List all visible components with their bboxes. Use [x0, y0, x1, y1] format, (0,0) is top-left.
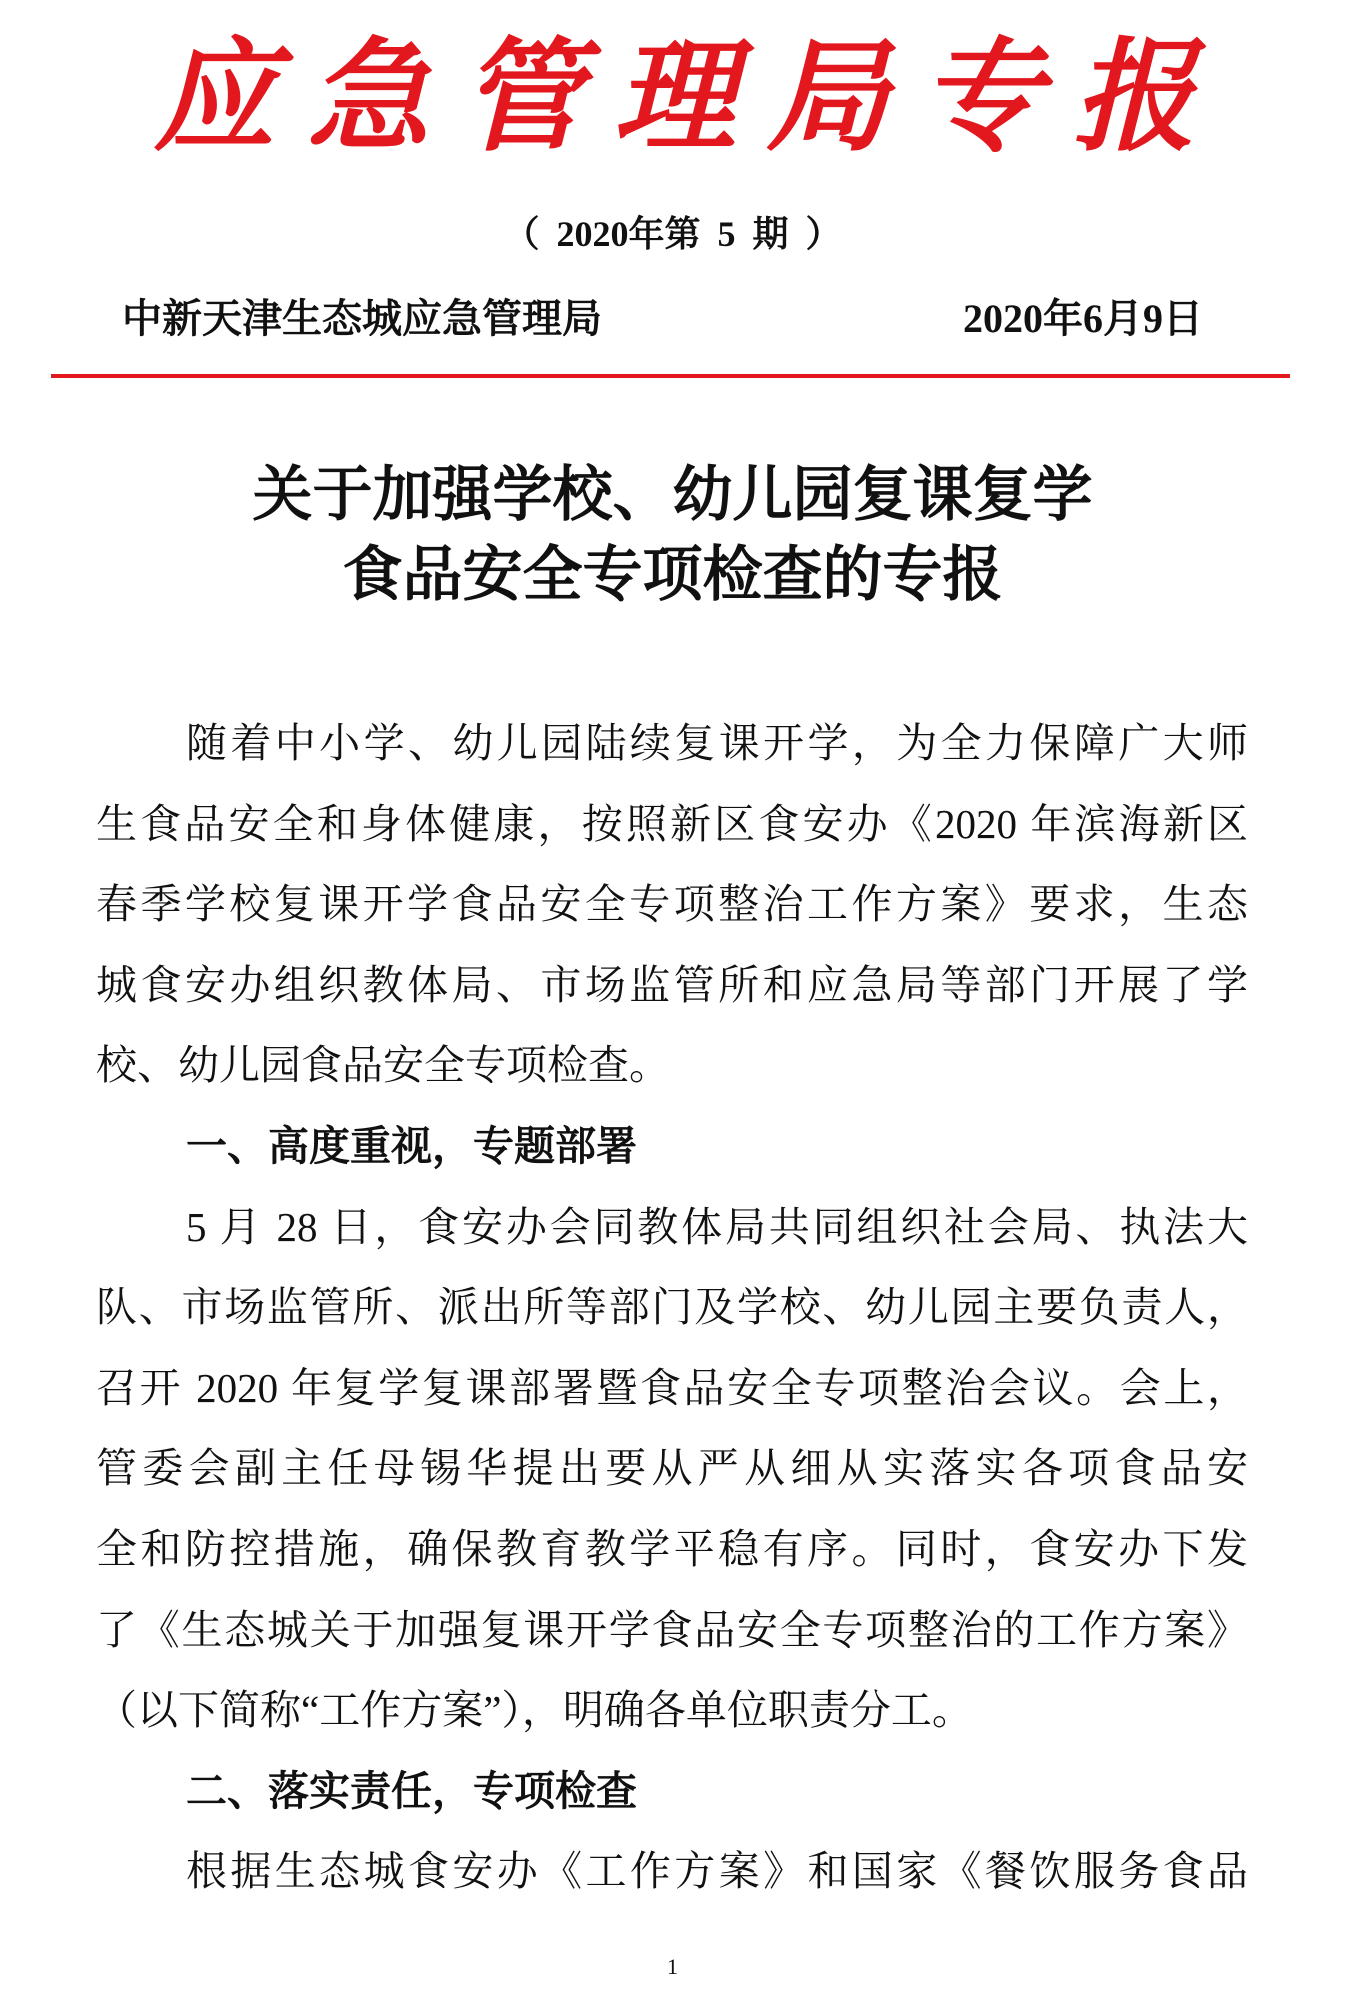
document-body: [96, 703, 1248, 1912]
paragraph-line: 生食品安全和身体健康，按照新区食安办《2020 年滨海新区: [96, 800, 1248, 847]
masthead-title: 应急管理局专报: [154, 24, 1197, 168]
document-title: [0, 455, 1345, 615]
section-heading: 二、落实责任，专项检查: [186, 1767, 637, 1814]
paragraph-line: 校、幼儿园食品安全专项检查。: [96, 1042, 670, 1089]
red-divider-line: [51, 374, 1290, 378]
paragraph-line: 全和防控措施，确保教育教学平稳有序。同时，食安办下发: [96, 1525, 1248, 1572]
paragraph-line: 了《生态城关于加强复课开学食品安全专项整治的工作方案》: [96, 1606, 1248, 1653]
issue-date: 2020年6月9日: [963, 296, 1203, 341]
page-number: 1: [667, 1954, 678, 1979]
paragraph-line: （以下简称“工作方案”），明确各单位职责分工。: [96, 1687, 973, 1734]
issue-number: （ 2020年第 5 期 ）: [503, 214, 842, 254]
paragraph-line: 根据生态城食安办《工作方案》和国家《餐饮服务食品: [186, 1848, 1248, 1895]
paragraph-line: 召开 2020 年复学复课部署暨食品安全专项整治会议。会上，: [96, 1364, 1248, 1411]
document-title-line: 关于加强学校、幼儿园复课复学: [252, 462, 1093, 528]
paragraph-line: 队、市场监管所、派出所等部门及学校、幼儿园主要负责人，: [96, 1284, 1248, 1331]
paragraph-line: 城食安办组织教体局、市场监管所和应急局等部门开展了学: [96, 961, 1248, 1008]
paragraph-line: 随着中小学、幼儿园陆续复课开学，为全力保障广大师: [186, 720, 1248, 766]
paragraph-line: 春季学校复课开学食品安全专项整治工作方案》要求，生态: [96, 881, 1248, 928]
section-heading: 一、高度重视，专题部署: [186, 1122, 637, 1169]
paragraph-line: 5 月 28 日，食安办会同教体局共同组织社会局、执法大: [186, 1203, 1248, 1250]
paragraph-line: 管委会副主任母锡华提出要从严从细从实落实各项食品安: [96, 1445, 1248, 1492]
issuing-organization: 中新天津生态城应急管理局: [122, 296, 602, 341]
document-title-line: 食品安全专项检查的专报: [342, 542, 1003, 608]
